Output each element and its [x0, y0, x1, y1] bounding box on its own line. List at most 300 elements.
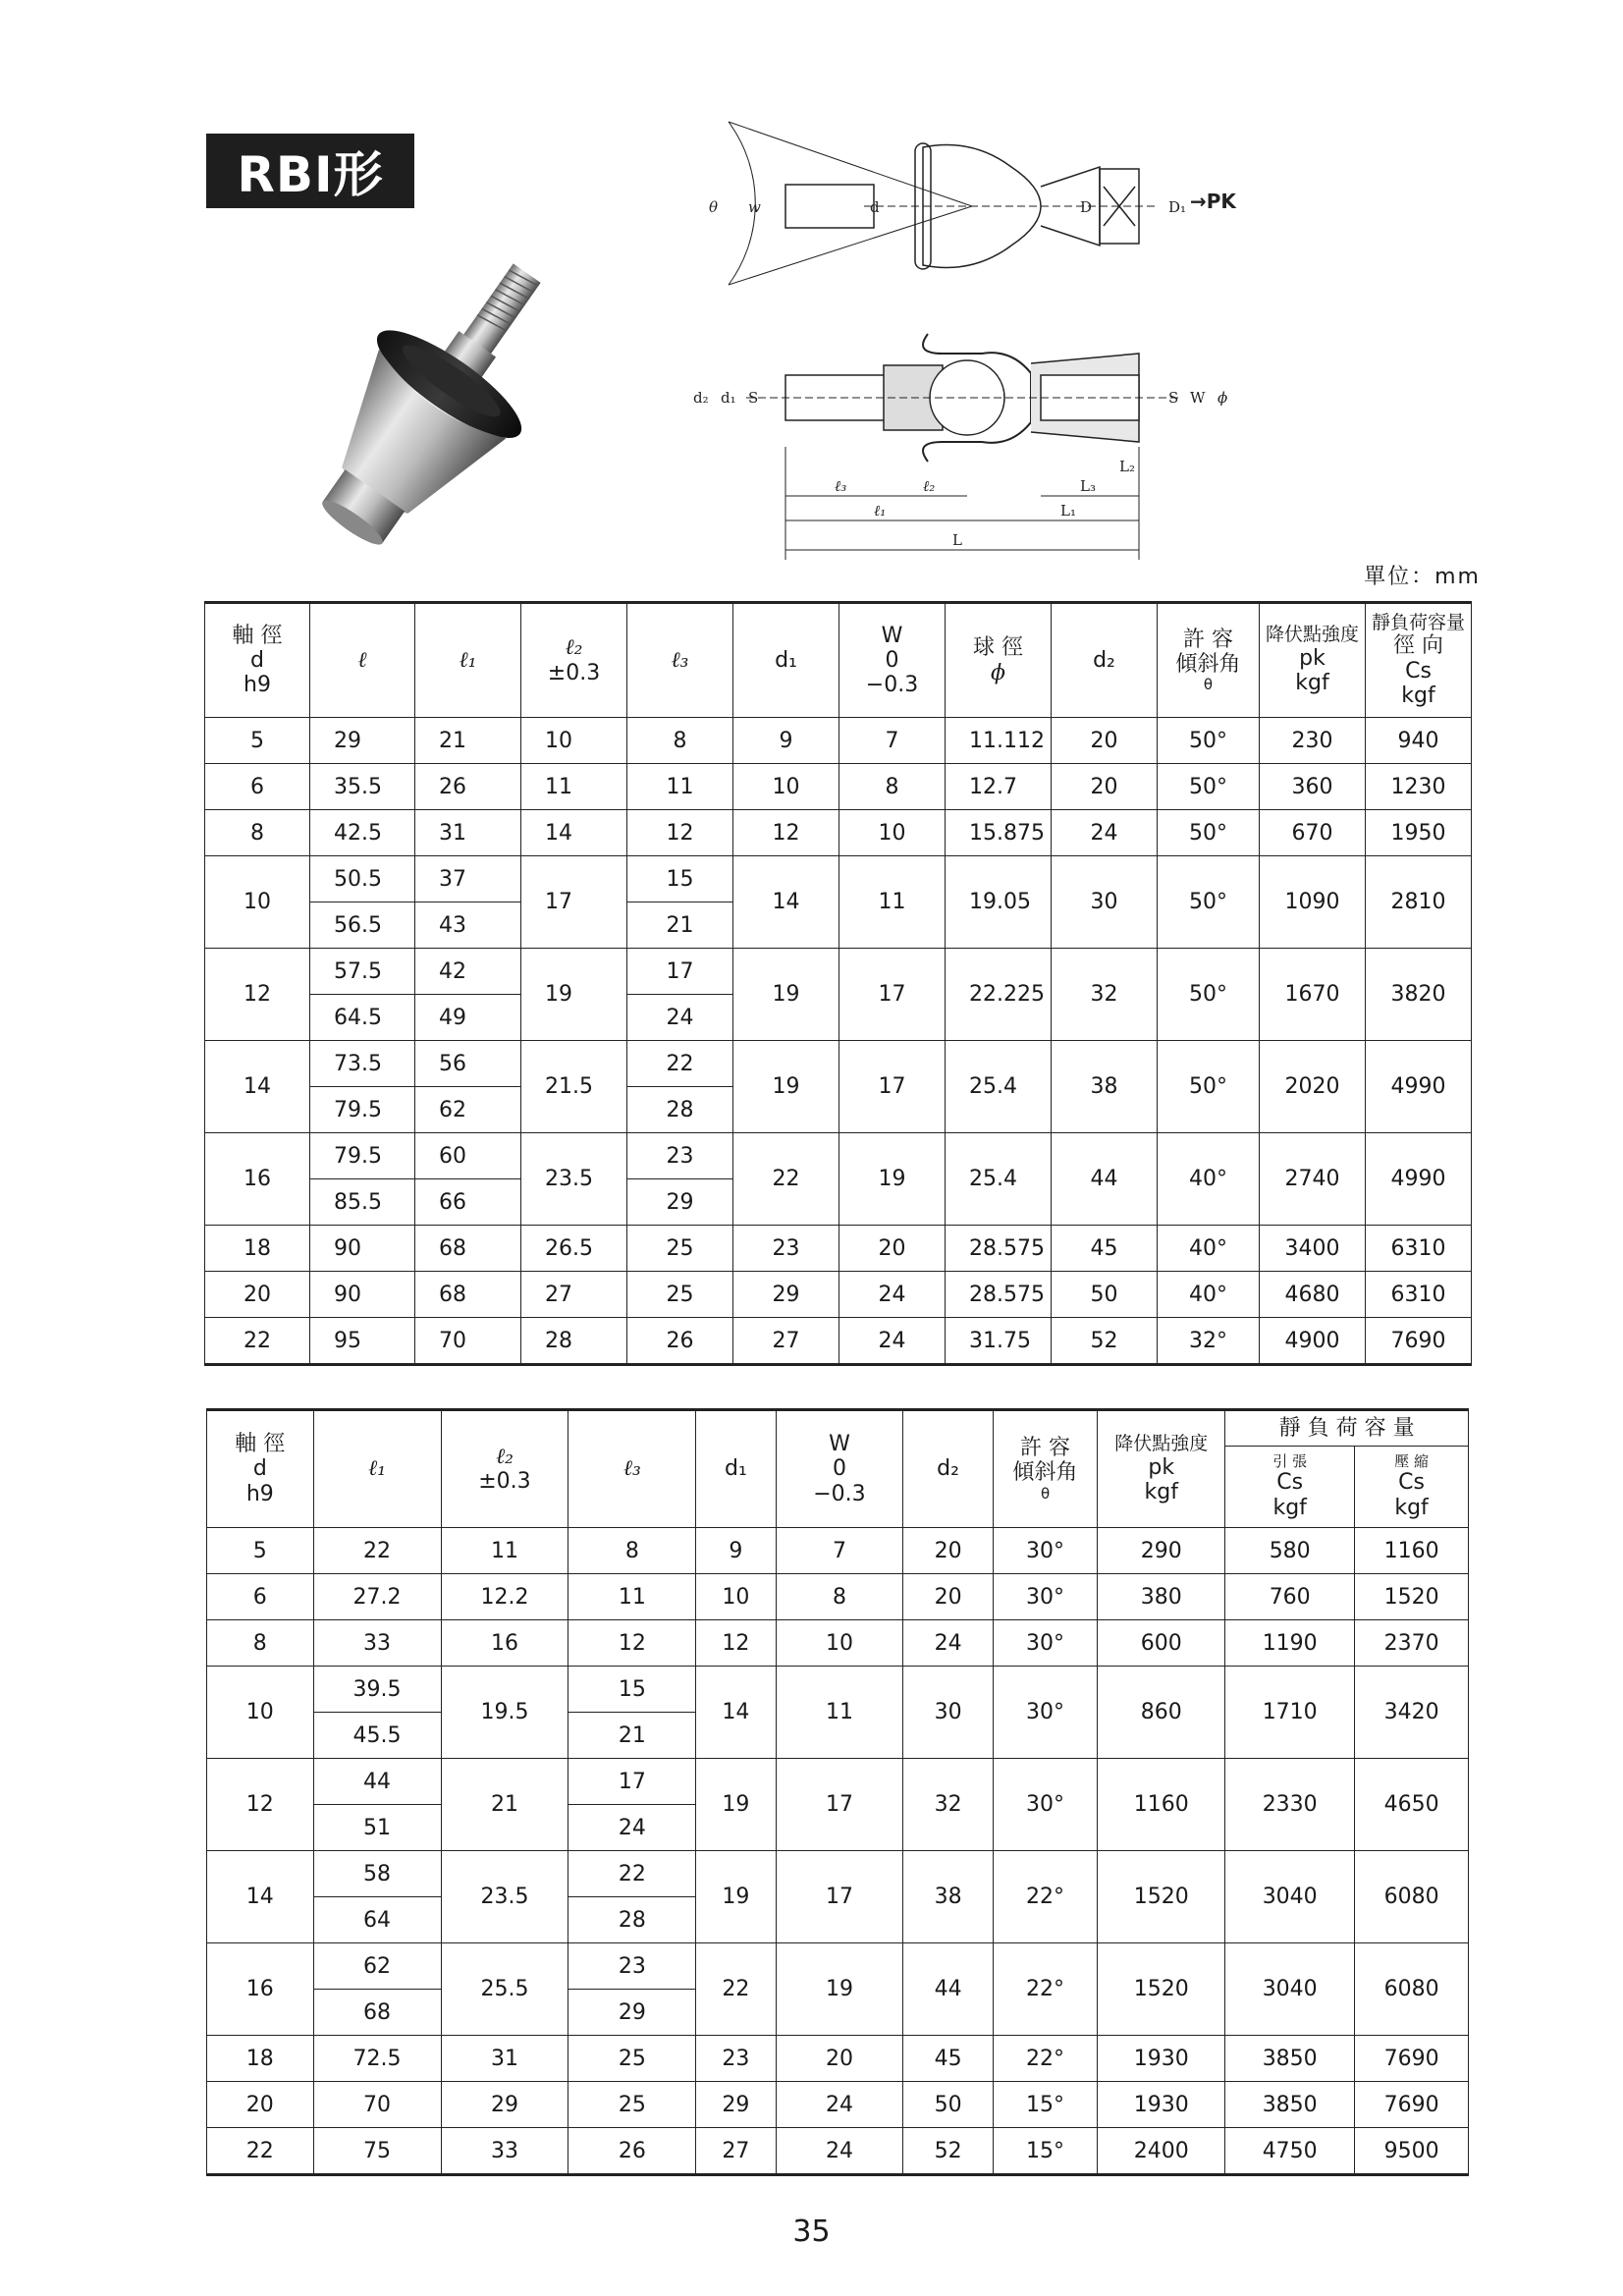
cell-tilt: 50° [1158, 718, 1260, 764]
label-pk: →PK [1190, 190, 1236, 213]
cell-d: 12 [205, 949, 310, 1041]
cell-cs: 4990 [1366, 1133, 1472, 1226]
col2-compress: 壓 縮 Cs kgf [1355, 1446, 1469, 1527]
cell-tilt: 40° [1158, 1272, 1260, 1318]
col2-d1: d₁ [696, 1410, 776, 1528]
cell-d1: 19 [696, 1759, 776, 1851]
table-row [205, 810, 1472, 856]
cell-ball: 19.05 [946, 856, 1052, 949]
cell-ball: 31.75 [946, 1318, 1052, 1365]
cell-d2: 20 [903, 1528, 993, 1574]
cell-tilt: 30° [993, 1620, 1098, 1667]
cell-l2: 11 [521, 764, 627, 810]
cell-l1: 58 [313, 1851, 441, 1897]
col2-static-title: 靜 負 荷 容 量 [1225, 1410, 1469, 1447]
cell-l1: 31 [415, 810, 521, 856]
cell-d1: 23 [733, 1226, 839, 1272]
cell-l2: 17 [521, 856, 627, 949]
label-theta: θ [709, 198, 719, 216]
cell-compress: 4650 [1355, 1759, 1469, 1851]
cell-l3: 24 [627, 995, 733, 1041]
cell-compress: 1520 [1355, 1574, 1469, 1620]
cell-l3: 25 [627, 1272, 733, 1318]
cell-ball: 25.4 [946, 1041, 1052, 1133]
cell-W: 17 [776, 1851, 903, 1943]
table-row [205, 1318, 1472, 1365]
cell-l: 85.5 [310, 1179, 415, 1226]
cell-l3: 8 [627, 718, 733, 764]
cell-l3: 26 [627, 1318, 733, 1365]
cell-tilt: 30° [993, 1667, 1098, 1759]
label-L: L [952, 531, 962, 549]
cell-pk: 1160 [1098, 1759, 1225, 1851]
cell-W: 7 [776, 1528, 903, 1574]
cell-cs: 1230 [1366, 764, 1472, 810]
cell-d1: 22 [696, 1943, 776, 2036]
cell-W: 24 [839, 1318, 946, 1365]
cell-ball: 28.575 [946, 1272, 1052, 1318]
cell-l3: 25 [568, 2036, 696, 2082]
col2-yield: 降伏點強度 pk kgf [1098, 1410, 1225, 1528]
cell-d1: 14 [733, 856, 839, 949]
cell-d1: 27 [733, 1318, 839, 1365]
cell-pk: 860 [1098, 1667, 1225, 1759]
cell-l1: 60 [415, 1133, 521, 1179]
cell-tilt: 50° [1158, 764, 1260, 810]
cell-l: 79.5 [310, 1087, 415, 1133]
cell-l3: 28 [568, 1897, 696, 1943]
label-S-right: S [1168, 389, 1179, 407]
label-d1: d₁ [721, 389, 736, 407]
cell-d: 14 [207, 1851, 314, 1943]
cell-W: 17 [776, 1759, 903, 1851]
label-L1: L₁ [1060, 502, 1076, 519]
cell-l2: 23.5 [441, 1851, 568, 1943]
cell-l3: 26 [568, 2128, 696, 2175]
cell-l1: 37 [415, 856, 521, 902]
cell-tension: 2330 [1225, 1759, 1355, 1851]
cell-d2: 20 [1052, 718, 1158, 764]
cell-ball: 15.875 [946, 810, 1052, 856]
cell-l3: 15 [568, 1667, 696, 1713]
cell-d: 18 [205, 1226, 310, 1272]
cell-d2: 38 [903, 1851, 993, 1943]
page-title: RBI形 [206, 134, 414, 208]
table-row [207, 2082, 1469, 2128]
cell-d1: 12 [696, 1620, 776, 1667]
cell-pk: 360 [1260, 764, 1366, 810]
cell-tilt: 40° [1158, 1226, 1260, 1272]
cell-d: 20 [207, 2082, 314, 2128]
cell-l1: 22 [313, 1528, 441, 1574]
label-phi: ϕ [1217, 389, 1228, 407]
cell-l1: 62 [313, 1943, 441, 1990]
cell-tilt: 30° [993, 1574, 1098, 1620]
cell-l1: 44 [313, 1759, 441, 1805]
cell-l1: 33 [313, 1620, 441, 1667]
cell-cs: 1950 [1366, 810, 1472, 856]
cell-l2: 16 [441, 1620, 568, 1667]
cell-W: 11 [839, 856, 946, 949]
cell-l1: 51 [313, 1805, 441, 1851]
cell-l3: 22 [627, 1041, 733, 1087]
cell-d2: 24 [1052, 810, 1158, 856]
cell-l3: 29 [627, 1179, 733, 1226]
cell-W: 19 [839, 1133, 946, 1226]
cell-tilt: 50° [1158, 856, 1260, 949]
cell-tension: 3040 [1225, 1943, 1355, 2036]
cell-d2: 52 [1052, 1318, 1158, 1365]
col-d2: d₂ [1052, 603, 1158, 718]
cell-pk: 380 [1098, 1574, 1225, 1620]
technical-diagram [687, 108, 1296, 560]
cell-l1: 68 [415, 1226, 521, 1272]
cell-l1: 75 [313, 2128, 441, 2175]
cell-pk: 1520 [1098, 1851, 1225, 1943]
cell-l3: 25 [627, 1226, 733, 1272]
cell-d1: 19 [733, 1041, 839, 1133]
cell-l3: 24 [568, 1805, 696, 1851]
cell-d: 14 [205, 1041, 310, 1133]
cell-l3: 21 [627, 902, 733, 949]
cell-d: 5 [205, 718, 310, 764]
cell-pk: 1930 [1098, 2036, 1225, 2082]
cell-l2: 14 [521, 810, 627, 856]
cell-l3: 11 [627, 764, 733, 810]
cell-pk: 230 [1260, 718, 1366, 764]
cell-d1: 12 [733, 810, 839, 856]
label-l2: ℓ₂ [923, 477, 936, 495]
cell-l3: 23 [627, 1133, 733, 1179]
cell-d: 16 [207, 1943, 314, 2036]
col2-l2: ℓ₂ ±0.3 [441, 1410, 568, 1528]
cell-compress: 7690 [1355, 2036, 1469, 2082]
spec-table-1 [204, 601, 1472, 1366]
cell-cs: 4990 [1366, 1041, 1472, 1133]
cell-ball: 12.7 [946, 764, 1052, 810]
col2-l1: ℓ₁ [313, 1410, 441, 1528]
table-row [207, 1620, 1469, 1667]
table-row [207, 1759, 1469, 1805]
cell-tension: 3040 [1225, 1851, 1355, 1943]
col-l2: ℓ₂ ±0.3 [521, 603, 627, 718]
cell-l1: 72.5 [313, 2036, 441, 2082]
cell-d2: 32 [903, 1759, 993, 1851]
cell-l1: 70 [313, 2082, 441, 2128]
col2-shaft: 軸 徑 d h9 [207, 1410, 314, 1528]
cell-d: 10 [207, 1667, 314, 1759]
cell-l3: 21 [568, 1713, 696, 1759]
cell-l2: 33 [441, 2128, 568, 2175]
cell-tilt: 50° [1158, 810, 1260, 856]
cell-l1: 27.2 [313, 1574, 441, 1620]
cell-d1: 14 [696, 1667, 776, 1759]
cell-d2: 45 [903, 2036, 993, 2082]
cell-l2: 27 [521, 1272, 627, 1318]
col-l: ℓ [310, 603, 415, 718]
cell-l1: 26 [415, 764, 521, 810]
table-1-body [205, 718, 1472, 1365]
label-S-left: S [748, 389, 759, 407]
cell-l2: 21 [441, 1759, 568, 1851]
cell-d1: 10 [733, 764, 839, 810]
cell-W: 10 [839, 810, 946, 856]
cell-d2: 45 [1052, 1226, 1158, 1272]
cell-tilt: 40° [1158, 1133, 1260, 1226]
cell-l1: 70 [415, 1318, 521, 1365]
cell-pk: 670 [1260, 810, 1366, 856]
cell-l3: 23 [568, 1943, 696, 1990]
table-row [207, 1574, 1469, 1620]
cell-l1: 45.5 [313, 1713, 441, 1759]
table-row [205, 1041, 1472, 1087]
cell-d2: 44 [903, 1943, 993, 2036]
cell-l: 57.5 [310, 949, 415, 995]
cell-l3: 8 [568, 1528, 696, 1574]
cell-pk: 1090 [1260, 856, 1366, 949]
label-d: d [870, 198, 880, 216]
table-row [207, 1667, 1469, 1713]
cell-d2: 50 [1052, 1272, 1158, 1318]
cell-l2: 31 [441, 2036, 568, 2082]
cell-tilt: 22° [993, 1851, 1098, 1943]
cell-tension: 760 [1225, 1574, 1355, 1620]
cell-l1: 56 [415, 1041, 521, 1087]
table-2-body [207, 1528, 1469, 2175]
cell-l2: 12.2 [441, 1574, 568, 1620]
cell-compress: 1160 [1355, 1528, 1469, 1574]
cell-d: 8 [205, 810, 310, 856]
section-view [746, 334, 1178, 560]
cell-cs: 6310 [1366, 1272, 1472, 1318]
cell-l2: 26.5 [521, 1226, 627, 1272]
cell-tilt: 30° [993, 1528, 1098, 1574]
cell-d2: 52 [903, 2128, 993, 2175]
table-row [207, 1528, 1469, 1574]
cell-pk: 1520 [1098, 1943, 1225, 2036]
cell-tilt: 15° [993, 2128, 1098, 2175]
cell-l1: 21 [415, 718, 521, 764]
table-row [207, 2128, 1469, 2175]
cell-l1: 49 [415, 995, 521, 1041]
cell-tilt: 50° [1158, 1041, 1260, 1133]
cell-cs: 2810 [1366, 856, 1472, 949]
cell-pk: 2740 [1260, 1133, 1366, 1226]
cell-W: 24 [839, 1272, 946, 1318]
cell-tension: 1190 [1225, 1620, 1355, 1667]
cell-ball: 22.225 [946, 949, 1052, 1041]
cell-pk: 1670 [1260, 949, 1366, 1041]
cell-l1: 68 [313, 1990, 441, 2036]
cell-tilt: 32° [1158, 1318, 1260, 1365]
cell-pk: 3400 [1260, 1226, 1366, 1272]
top-view [729, 122, 1159, 285]
cell-d: 16 [205, 1133, 310, 1226]
cell-W: 20 [839, 1226, 946, 1272]
cell-d: 20 [205, 1272, 310, 1318]
cell-d: 12 [207, 1759, 314, 1851]
cell-l1: 42 [415, 949, 521, 995]
col-l1: ℓ₁ [415, 603, 521, 718]
cell-W: 19 [776, 1943, 903, 2036]
col-ball: 球 徑 ϕ [946, 603, 1052, 718]
table-row [205, 1226, 1472, 1272]
table-row [205, 764, 1472, 810]
cell-ball: 25.4 [946, 1133, 1052, 1226]
cell-l3: 25 [568, 2082, 696, 2128]
cell-compress: 2370 [1355, 1620, 1469, 1667]
cell-d2: 30 [1052, 856, 1158, 949]
cell-W: 8 [776, 1574, 903, 1620]
cell-d1: 9 [696, 1528, 776, 1574]
cell-compress: 6080 [1355, 1851, 1469, 1943]
cell-l1: 66 [415, 1179, 521, 1226]
col2-tension: 引 張 Cs kgf [1225, 1446, 1355, 1527]
label-w: w [748, 198, 761, 216]
cell-compress: 9500 [1355, 2128, 1469, 2175]
cell-d2: 30 [903, 1667, 993, 1759]
cell-l2: 10 [521, 718, 627, 764]
page-number: 35 [792, 2214, 831, 2249]
label-L3: L₃ [1080, 477, 1096, 495]
cell-tension: 580 [1225, 1528, 1355, 1574]
cell-l: 64.5 [310, 995, 415, 1041]
cell-l3: 28 [627, 1087, 733, 1133]
cell-cs: 940 [1366, 718, 1472, 764]
cell-compress: 3420 [1355, 1667, 1469, 1759]
cell-tilt: 22° [993, 2036, 1098, 2082]
cell-d2: 20 [903, 1574, 993, 1620]
cell-tension: 4750 [1225, 2128, 1355, 2175]
cell-W: 17 [839, 1041, 946, 1133]
cell-d: 8 [207, 1620, 314, 1667]
cell-l1: 64 [313, 1897, 441, 1943]
cell-compress: 7690 [1355, 2082, 1469, 2128]
cell-d1: 10 [696, 1574, 776, 1620]
label-d2: d₂ [693, 389, 709, 407]
cell-d1: 22 [733, 1133, 839, 1226]
cell-d2: 38 [1052, 1041, 1158, 1133]
cell-l2: 28 [521, 1318, 627, 1365]
cell-pk: 4680 [1260, 1272, 1366, 1318]
cell-d: 22 [205, 1318, 310, 1365]
cell-l3: 17 [627, 949, 733, 995]
label-l3: ℓ₃ [835, 477, 847, 495]
col2-d2: d₂ [903, 1410, 993, 1528]
cell-d2: 20 [1052, 764, 1158, 810]
cell-cs: 3820 [1366, 949, 1472, 1041]
cell-W: 11 [776, 1667, 903, 1759]
cell-pk: 2400 [1098, 2128, 1225, 2175]
table-row [205, 718, 1472, 764]
cell-d2: 50 [903, 2082, 993, 2128]
cell-l: 90 [310, 1272, 415, 1318]
cell-l1: 39.5 [313, 1667, 441, 1713]
cell-ball: 28.575 [946, 1226, 1052, 1272]
cell-l2: 11 [441, 1528, 568, 1574]
cell-l3: 11 [568, 1574, 696, 1620]
cell-d: 18 [207, 2036, 314, 2082]
cell-d1: 9 [733, 718, 839, 764]
cell-pk: 290 [1098, 1528, 1225, 1574]
cell-W: 20 [776, 2036, 903, 2082]
cell-d: 5 [207, 1528, 314, 1574]
label-D1: D₁ [1168, 198, 1187, 216]
col-static: 靜負荷容量 徑 向 Cs kgf [1366, 603, 1472, 718]
table-row [207, 1851, 1469, 1897]
cell-tension: 3850 [1225, 2082, 1355, 2128]
col2-tilt: 許 容 傾斜角 θ [993, 1410, 1098, 1528]
cell-d2: 44 [1052, 1133, 1158, 1226]
cell-tilt: 30° [993, 1759, 1098, 1851]
cell-l3: 17 [568, 1759, 696, 1805]
cell-compress: 6080 [1355, 1943, 1469, 2036]
cell-l1: 43 [415, 902, 521, 949]
cell-d2: 32 [1052, 949, 1158, 1041]
label-W: W [1190, 389, 1206, 407]
cell-W: 8 [839, 764, 946, 810]
label-D: D [1080, 198, 1093, 216]
cell-l: 35.5 [310, 764, 415, 810]
cell-W: 24 [776, 2082, 903, 2128]
cell-d: 6 [207, 1574, 314, 1620]
cell-l: 73.5 [310, 1041, 415, 1087]
cell-l3: 29 [568, 1990, 696, 2036]
col2-l3: ℓ₃ [568, 1410, 696, 1528]
cell-ball: 11.112 [946, 718, 1052, 764]
col-yield: 降伏點強度 pk kgf [1260, 603, 1366, 718]
cell-l: 50.5 [310, 856, 415, 902]
col-W: W 0 −0.3 [839, 603, 946, 718]
cell-tilt: 15° [993, 2082, 1098, 2128]
cell-l2: 23.5 [521, 1133, 627, 1226]
cell-l3: 12 [568, 1620, 696, 1667]
col-tilt: 許 容 傾斜角 θ [1158, 603, 1260, 718]
col-d1: d₁ [733, 603, 839, 718]
cell-l: 90 [310, 1226, 415, 1272]
cell-tilt: 50° [1158, 949, 1260, 1041]
cell-pk: 4900 [1260, 1318, 1366, 1365]
spec-table-2 [206, 1408, 1469, 2176]
cell-l2: 19 [521, 949, 627, 1041]
label-l1: ℓ₁ [874, 502, 887, 519]
cell-l2: 25.5 [441, 1943, 568, 2036]
cell-d: 22 [207, 2128, 314, 2175]
cell-pk: 1930 [1098, 2082, 1225, 2128]
table-row [205, 1272, 1472, 1318]
col-shaft: 軸 徑 d h9 [205, 603, 310, 718]
cell-d: 10 [205, 856, 310, 949]
table-row [207, 1943, 1469, 1990]
label-L2: L₂ [1119, 458, 1135, 475]
cell-d1: 19 [696, 1851, 776, 1943]
cell-tilt: 22° [993, 1943, 1098, 2036]
cell-l: 29 [310, 718, 415, 764]
product-photo [285, 244, 579, 577]
cell-l: 42.5 [310, 810, 415, 856]
cell-l3: 15 [627, 856, 733, 902]
cell-tension: 3850 [1225, 2036, 1355, 2082]
cell-pk: 2020 [1260, 1041, 1366, 1133]
cell-l: 95 [310, 1318, 415, 1365]
cell-l2: 19.5 [441, 1667, 568, 1759]
cell-d1: 29 [733, 1272, 839, 1318]
col-l3: ℓ₃ [627, 603, 733, 718]
cell-tension: 1710 [1225, 1667, 1355, 1759]
cell-d1: 27 [696, 2128, 776, 2175]
cell-cs: 7690 [1366, 1318, 1472, 1365]
cell-d: 6 [205, 764, 310, 810]
